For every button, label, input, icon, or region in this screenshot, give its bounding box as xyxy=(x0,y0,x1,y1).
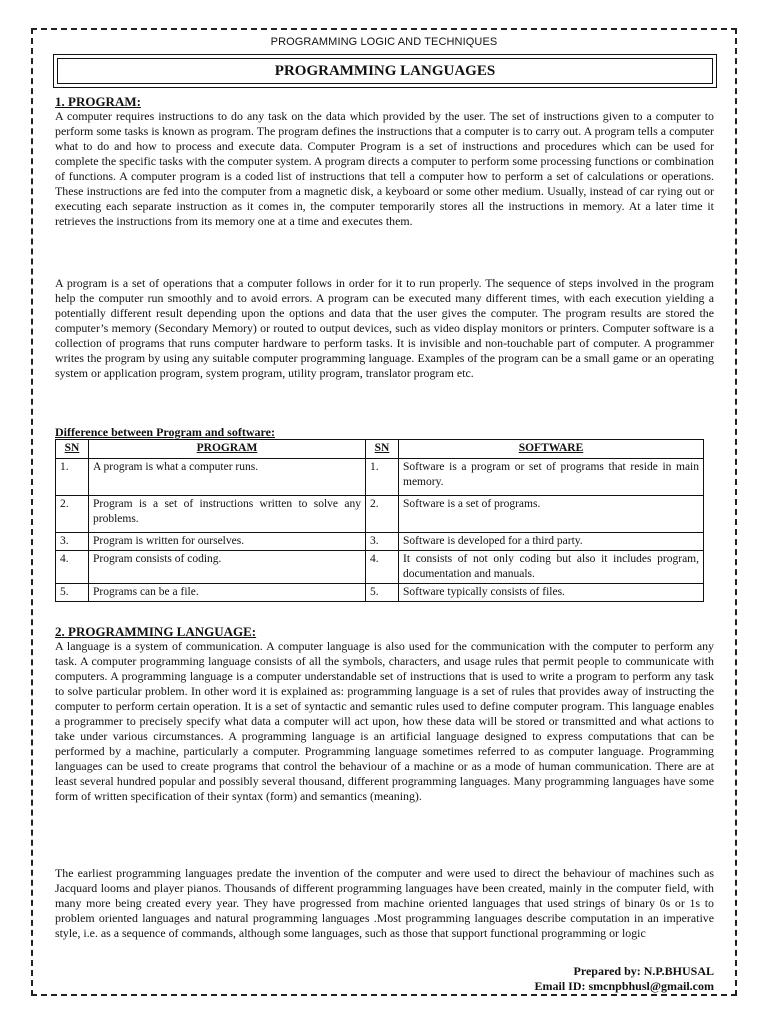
page-title: PROGRAMMING LANGUAGES xyxy=(57,58,713,84)
table-header-row xyxy=(56,440,704,459)
section-heading: 2. PROGRAMMING LANGUAGE: xyxy=(55,624,257,639)
table-row xyxy=(56,584,704,602)
cell-sn: 2. xyxy=(56,496,89,533)
cell-sn: 5. xyxy=(56,584,89,602)
cell-program: Programs can be a file. xyxy=(89,584,366,602)
difference-section xyxy=(55,425,714,602)
column-header: SOFTWARE xyxy=(399,440,704,459)
cell-software: Software is a program or set of programs that reside in main memory. xyxy=(399,459,704,496)
cell-program: Program is written for ourselves. xyxy=(89,533,366,551)
paragraph: The earliest programming languages predate the invention of the computer and were used to direct the behaviour of machines such as Jacquard looms and player pianos. Thousands of different programming languages have been created, mainly in the computer field, with many more being created every year. They have progressed from machine oriented languages that used strings of binary 0s or 1s to problem oriented languages and natural programming languages .Most programming languages describe computation in an imperative style, i.e. as a sequence of commands, although some languages, such as those that support functional programming or logic xyxy=(55,866,714,940)
cell-program: A program is what a computer runs. xyxy=(89,459,366,496)
difference-heading: Difference between Program and software: xyxy=(55,425,275,439)
cell-sn: 4. xyxy=(56,551,89,584)
cell-program: Program is a set of instructions written to solve any problems. xyxy=(89,496,366,533)
table-row xyxy=(56,496,704,533)
cell-sn: 4. xyxy=(366,551,399,584)
course-header: PROGRAMMING LOGIC AND TECHNIQUES xyxy=(270,36,498,48)
column-header: SN xyxy=(366,440,399,459)
section-programming-language xyxy=(55,625,714,804)
section-program xyxy=(55,95,714,229)
cell-software: Software typically consists of files. xyxy=(399,584,704,602)
cell-sn: 5. xyxy=(366,584,399,602)
paragraph: A computer requires instructions to do any task on the data which provided by the user. The set of instructions given to a computer to perform some tasks is known as program. The program defines the instructions that a computer is to carry out. A program tells a computer what to do and how to process and execute data. Computer Program is a set of instructions and procedures which can be used for complete the specific tasks with the computer system. A program directs a computer to perform some processing functions or combination of functions. A computer program is a coded list of instructions that tell a computer how to perform a set of calculations or operations. These instructions are fed into the computer from a magnetic disk, a keyboard or some other medium. Usually, instead of car rying out or executing each separate instruction as it comes in, the computer temporarily stores all the instructions in memory. At a later time it retrieves the instructions from its memory one at a time and executes them. xyxy=(55,109,714,228)
paragraph: A program is a set of operations that a computer follows in order for it to run properly. The sequence of steps involved in the program help the computer run smoothly and to avoid errors. A program can be executed many different times, with each execution yielding a potentially different result depending upon the options and data that the user gives the computer. The program results are stored the computer’s memory (Secondary Memory) or routed to output devices, such as video display monitors or printers. Computer software is a collection of programs that runs computer hardware to perform tasks. It is invisible and non-touchable part of computer. A programmer writes the program by using any suitable computer programming language. Examples of the program can be a small game or an operating system or application program, system program, utility program, translator program etc. xyxy=(55,276,714,380)
cell-software: Software is developed for a third party. xyxy=(399,533,704,551)
cell-sn: 1. xyxy=(56,459,89,496)
cell-sn: 3. xyxy=(56,533,89,551)
prepared-by: Prepared by: N.P.BHUSAL xyxy=(573,964,714,978)
column-header: PROGRAM xyxy=(89,440,366,459)
footer xyxy=(534,964,714,994)
cell-sn: 2. xyxy=(366,496,399,533)
cell-program: Program consists of coding. xyxy=(89,551,366,584)
table-row xyxy=(56,533,704,551)
section-program-cont xyxy=(55,276,714,381)
column-header: SN xyxy=(56,440,89,459)
email: Email ID: smcnpbhusl@gmail.com xyxy=(534,979,714,993)
section-programming-language-cont xyxy=(55,866,714,941)
section-heading: 1. PROGRAM: xyxy=(55,94,141,109)
table-row xyxy=(56,459,704,496)
table-row xyxy=(56,551,704,584)
difference-table xyxy=(55,439,704,602)
cell-software: It consists of not only coding but also it includes program, documentation and manuals. xyxy=(399,551,704,584)
cell-sn: 1. xyxy=(366,459,399,496)
title-box xyxy=(53,54,717,88)
paragraph: A language is a system of communication. A computer language is also used for the communication with the computer to perform any task. A computer programming language consists of all the symbols, characters, and usage rules that permit people to communicate with computers. A programming language is a computer understandable set of instructions that is used to write a program to perform any task to solve particular problem. In other word it is explained as: programming language is a set of rules that provides away of instructing the computer to perform certain operation. It is a set of syntactic and semantic rules used to define computer program. This language enables a programmer to precisely specify what data a computer will act upon, how these data will be stored or transmitted and what actions to take under various circumstances. A programming language is an artificial language designed to express computations that can be performed by a machine, particularly a computer. Programming language sometimes referred to as computer language. Programming languages can be used to create programs that control the behaviour of a machine or as a mode of human communication. There are at least several hundred popular and possibly several thousand, different programming languages. Many programming languages have some form of written specification of their syntax (form) and semantics (meaning). xyxy=(55,639,714,803)
cell-software: Software is a set of programs. xyxy=(399,496,704,533)
cell-sn: 3. xyxy=(366,533,399,551)
